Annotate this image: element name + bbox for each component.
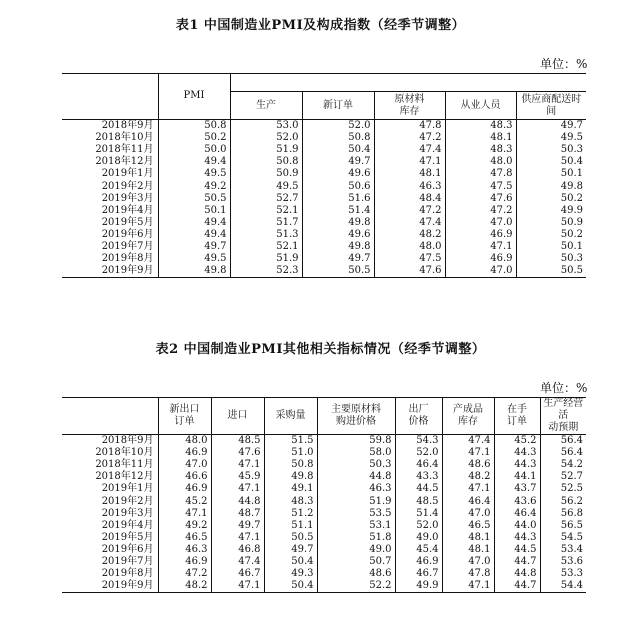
table2-value-cell: 46.5 [158,532,211,544]
table2-value-cell: 46.7 [211,568,264,580]
table1-value-cell: 51.6 [302,193,374,205]
table2-value-cell: 45.2 [494,435,540,448]
table1-month-cell: 2019年8月 [101,253,154,265]
table2-header-line1: 生产经营活 [543,398,584,421]
table2-value-cell: 49.2 [158,520,211,532]
table1-month-cell: 2018年11月 [95,144,154,156]
table1-value-cell: 48.3 [445,144,516,156]
table2-header-line1: 在手 [507,404,527,415]
table2-value-cell: 56.2 [540,495,586,507]
table1-header-group [230,74,586,92]
table1-value-cell: 48.3 [445,120,516,133]
table2-value-cell: 54.2 [540,459,586,471]
table1-row [62,229,586,241]
table2-header-cell [264,398,317,435]
table1-value-cell: 50.2 [516,193,586,205]
table1-value-cell: 47.6 [374,265,445,278]
table1-month-cell: 2019年9月 [62,265,158,278]
table2-value-cell: 49.1 [264,483,317,495]
table2-header-line1: 产成品 [453,404,483,415]
table2-value-cell: 47.1 [211,483,264,495]
table2-row [62,568,586,580]
table2-value-cell: 49.7 [264,544,317,556]
table2-value-cell: 47.4 [211,556,264,568]
table2-header-line1: 出厂 [408,404,429,415]
table1-corner-cell [62,74,158,120]
table1-month-cell: 2019年2月 [101,180,154,192]
table1-value-cell: 50.1 [516,168,586,180]
table1-value-cell: 47.8 [445,168,516,180]
table1-month-cell: 2019年4月 [101,204,154,216]
table2-value-cell: 48.0 [158,435,211,448]
table2-value-cell: 54.3 [395,435,442,448]
table2-value-cell: 51.5 [264,435,317,448]
table2-value-cell: 46.6 [158,471,211,483]
table1-value-cell: 48.4 [374,193,445,205]
table1-header-raw-inventory-l2: 库存 [399,105,420,117]
table2-value-cell: 56.4 [540,435,586,448]
table1-month-cell: 2018年9月 [101,120,154,132]
table1-row [62,193,586,205]
table1-value-cell: 46.9 [445,229,516,241]
table2-value-cell: 56.4 [540,447,586,459]
table1-header-raw-inventory [374,92,445,120]
table2-header-cell [158,398,211,435]
table2-row [62,447,586,459]
table2-month-cell: 2019年5月 [101,531,154,543]
table2-value-cell: 46.5 [442,520,494,532]
table1-row [62,156,586,168]
table1-value-cell: 49.5 [158,253,230,265]
table1-value-cell: 46.3 [374,180,445,192]
table2-value-cell: 45.9 [211,471,264,483]
table1-value-cell: 47.4 [374,144,445,156]
table1-value-cell: 49.2 [158,180,230,192]
table2-value-cell: 47.1 [158,508,211,520]
table2-value-cell: 48.6 [317,568,395,580]
table1-value-cell: 50.4 [302,144,374,156]
table2-value-cell: 47.0 [442,508,494,520]
table1-month-cell: 2019年3月 [101,192,154,204]
table2-value-cell: 44.3 [494,532,540,544]
table2-value-cell: 46.9 [158,447,211,459]
table1-value-cell: 52.3 [230,265,302,278]
table2-value-cell: 54.4 [540,580,586,593]
table1-value-cell: 49.5 [158,168,230,180]
table1-month-cell: 2019年5月 [101,216,154,228]
table1-value-cell: 47.1 [374,156,445,168]
table1-header-new-orders: 新订单 [302,92,374,120]
table2-value-cell: 47.6 [211,447,264,459]
table2-row [62,580,586,593]
table2-value-cell: 52.2 [317,580,395,593]
table1-value-cell: 49.7 [302,253,374,265]
table2-row [62,483,586,495]
table2-value-cell: 46.9 [395,556,442,568]
table1-value-cell: 48.2 [374,229,445,241]
table1-value-cell: 49.8 [302,241,374,253]
table2-header-line1: 进口 [227,410,248,421]
table2-value-cell: 47.1 [211,459,264,471]
table1-value-cell: 47.4 [374,217,445,229]
table2-value-cell: 44.0 [494,520,540,532]
table2-value-cell: 47.0 [158,459,211,471]
table2-header-cell [442,398,494,435]
table2-value-cell: 44.3 [494,459,540,471]
table1-header-raw-inventory-l1: 原材料 [394,93,425,105]
table1-value-cell: 47.2 [445,205,516,217]
table2-value-cell: 44.8 [317,471,395,483]
table1-value-cell: 50.8 [230,156,302,168]
table1-value-cell: 50.8 [158,120,230,133]
table2-row [62,520,586,532]
table2-value-cell: 48.6 [442,459,494,471]
table2-unit: 单位：% [540,381,588,395]
table2-value-cell: 45.4 [395,544,442,556]
table2-value-cell: 48.2 [442,471,494,483]
table2-value-cell: 49.3 [264,568,317,580]
table2-header-cell [494,398,540,435]
table1-title: 表1 中国制造业PMI及构成指数（经季节调整） [175,18,466,33]
table2-value-cell: 44.3 [494,447,540,459]
table2-row [62,556,586,568]
table2-month-cell: 2018年11月 [95,459,154,471]
table2-value-cell: 51.0 [264,447,317,459]
table1-value-cell: 50.0 [158,144,230,156]
table2-row [62,532,586,544]
table2-value-cell: 50.5 [264,532,317,544]
table2-title: 表2 中国制造业PMI其他相关指标情况（经季节调整） [155,342,486,357]
table2-value-cell: 53.5 [317,508,395,520]
table2-value-cell: 44.5 [395,483,442,495]
table1-header-pmi: PMI [158,74,230,120]
table1-month-cell: 2019年7月 [101,240,154,252]
table2-value-cell: 58.0 [317,447,395,459]
table2-value-cell: 56.5 [540,520,586,532]
table1-month-cell: 2019年1月 [101,168,154,180]
table1-value-cell: 50.3 [516,144,586,156]
table2-value-cell: 52.0 [395,447,442,459]
table1-header-production: 生产 [230,92,302,120]
table2-value-cell: 48.7 [211,508,264,520]
table2-value-cell: 46.7 [395,568,442,580]
table2-value-cell: 43.7 [494,483,540,495]
table2-value-cell: 59.8 [317,435,395,448]
table1-value-cell: 47.6 [445,193,516,205]
table2-value-cell: 49.7 [211,520,264,532]
table1-value-cell: 48.0 [445,156,516,168]
table2-value-cell: 52.5 [540,483,586,495]
table2-row [62,508,586,520]
table2-value-cell: 53.4 [540,544,586,556]
table2-value-cell: 48.3 [264,495,317,507]
table1-value-cell: 47.2 [374,132,445,144]
table2-month-cell: 2019年3月 [101,507,154,519]
table2-value-cell: 47.8 [442,568,494,580]
table2-value-cell: 50.3 [317,459,395,471]
table2-value-cell: 44.5 [494,544,540,556]
table2-value-cell: 47.1 [442,483,494,495]
table2-header-line1: 主要原材料 [331,404,381,415]
table2-month-cell: 2019年4月 [101,519,154,531]
table1-value-cell: 50.9 [230,168,302,180]
table1-value-cell: 50.9 [516,217,586,229]
table1-value-cell: 50.5 [158,193,230,205]
table1-value-cell: 52.0 [302,120,374,133]
table2-value-cell: 51.9 [317,495,395,507]
table2-value-cell: 47.4 [442,435,494,448]
table1-value-cell: 49.8 [302,217,374,229]
table2-row [62,471,586,483]
table2-header-cell [395,398,442,435]
table1-value-cell: 51.4 [302,205,374,217]
table2-value-cell: 43.6 [494,495,540,507]
table1-value-cell: 47.5 [445,180,516,192]
table2-corner-cell [62,398,158,435]
table1-value-cell: 49.7 [158,241,230,253]
table1-value-cell: 52.0 [230,132,302,144]
table2-value-cell: 51.1 [264,520,317,532]
table1-row [62,120,586,133]
table2-value-cell: 56.8 [540,508,586,520]
table1-value-cell: 49.5 [516,132,586,144]
table2-value-cell: 53.3 [540,568,586,580]
table2-value-cell: 43.3 [395,471,442,483]
table2-value-cell: 48.1 [442,532,494,544]
table2-value-cell: 52.0 [395,520,442,532]
table1-value-cell: 49.7 [302,156,374,168]
table2-value-cell: 51.4 [395,508,442,520]
table2-month-cell: 2018年12月 [95,471,154,483]
table1-value-cell: 47.1 [445,241,516,253]
table1-month-cell: 2019年6月 [101,228,154,240]
table1-row [62,253,586,265]
table2-row [62,435,586,448]
table2-header-cell [211,398,264,435]
table1-value-cell: 50.5 [516,265,586,278]
table1-month-cell: 2018年12月 [95,156,154,168]
table1-value-cell: 47.0 [445,265,516,278]
table1-value-cell: 50.2 [158,132,230,144]
table1-value-cell: 50.4 [516,156,586,168]
table1-value-cell: 51.9 [230,253,302,265]
table2-value-cell: 50.7 [317,556,395,568]
table1-value-cell: 49.4 [158,229,230,241]
table1-row [62,168,586,180]
table2-row [62,459,586,471]
table2-value-cell: 49.8 [264,471,317,483]
table2-header-line2: 价格 [408,416,429,427]
table1-header-employees: 从业人员 [445,92,516,120]
table1-value-cell: 50.5 [302,265,374,278]
table2-value-cell: 46.9 [158,556,211,568]
table1-value-cell: 49.4 [158,156,230,168]
table2-value-cell: 44.7 [494,556,540,568]
table2-value-cell: 49.0 [317,544,395,556]
table1-value-cell: 49.8 [158,265,230,278]
table1-value-cell: 49.6 [302,168,374,180]
table1-value-cell: 49.7 [516,120,586,133]
table1-value-cell: 49.8 [516,180,586,192]
table1-row [62,241,586,253]
table2-header-line1: 采购量 [275,410,306,421]
table2-value-cell: 48.2 [158,580,211,593]
table2-value-cell: 51.8 [317,532,395,544]
table1-value-cell: 52.1 [230,205,302,217]
table1-value-cell: 51.9 [230,144,302,156]
table1-value-cell: 46.9 [445,253,516,265]
table2-month-cell: 2019年6月 [101,543,154,555]
table2-header-line2: 订单 [174,416,195,427]
table1-value-cell: 49.9 [516,205,586,217]
table1-value-cell: 49.6 [302,229,374,241]
table2-value-cell: 48.5 [211,435,264,448]
table2-value-cell: 50.4 [264,580,317,593]
table1-value-cell: 53.0 [230,120,302,133]
table1-value-cell: 47.0 [445,217,516,229]
table2-month-cell: 2019年9月 [62,580,158,593]
table2-month-cell: 2019年8月 [101,568,154,580]
table2-value-cell: 46.3 [158,544,211,556]
table2-value-cell: 47.0 [442,556,494,568]
table1-header-delivery [516,92,586,120]
table2 [62,397,586,593]
table2-value-cell: 47.1 [442,580,494,593]
table2-header-line2: 动预期 [548,422,579,433]
table2-value-cell: 52.7 [540,471,586,483]
table1-body [62,120,586,278]
table1-value-cell: 50.8 [302,132,374,144]
table1-value-cell: 47.5 [374,253,445,265]
table1-month-cell: 2018年10月 [95,132,154,144]
table2-value-cell: 49.9 [395,580,442,593]
table2-body [62,435,586,593]
table2-value-cell: 49.0 [395,532,442,544]
table1-row [62,132,586,144]
table2-value-cell: 44.8 [211,495,264,507]
table2-value-cell: 46.9 [158,483,211,495]
table2-value-cell: 44.1 [494,471,540,483]
table1-value-cell: 49.5 [230,180,302,192]
table1-value-cell: 48.1 [374,168,445,180]
table2-value-cell: 45.2 [158,495,211,507]
table2-value-cell: 53.6 [540,556,586,568]
table1-value-cell: 50.6 [302,180,374,192]
table2-value-cell: 50.4 [264,556,317,568]
table2-value-cell: 44.8 [494,568,540,580]
table2-header-line2: 订单 [507,416,527,427]
table1-value-cell: 47.8 [374,120,445,133]
table1-row [62,265,586,278]
table1-header-delivery-l2: 间 [546,105,557,117]
table1 [62,73,586,278]
table2-month-cell: 2018年9月 [101,435,154,447]
table1-value-cell: 52.7 [230,193,302,205]
table2-value-cell: 46.4 [442,495,494,507]
table1-value-cell: 50.2 [516,229,586,241]
table2-value-cell: 47.1 [442,447,494,459]
table1-value-cell: 49.4 [158,217,230,229]
table2-value-cell: 51.2 [264,508,317,520]
table2-row [62,544,586,556]
table1-row [62,144,586,156]
table2-value-cell: 50.8 [264,459,317,471]
table2-value-cell: 54.5 [540,532,586,544]
table1-row [62,180,586,192]
table1-value-cell: 50.3 [516,253,586,265]
table2-value-cell: 47.1 [211,580,264,593]
table2-month-cell: 2018年10月 [95,447,154,459]
table2-value-cell: 46.4 [395,459,442,471]
table1-value-cell: 48.1 [445,132,516,144]
table2-value-cell: 48.5 [395,495,442,507]
table2-value-cell: 46.8 [211,544,264,556]
table1-row [62,205,586,217]
table2-header-line2: 库存 [458,416,478,427]
table1-value-cell: 51.7 [230,217,302,229]
table1-row [62,217,586,229]
table2-header-cell [317,398,395,435]
table1-value-cell: 50.1 [516,241,586,253]
table2-value-cell: 47.2 [158,568,211,580]
table1-value-cell: 47.2 [374,205,445,217]
table2-month-cell: 2019年1月 [101,483,154,495]
table1-value-cell: 50.1 [158,205,230,217]
table1-unit: 单位：% [540,57,588,71]
table2-header-line2: 购进价格 [336,416,376,427]
table1-value-cell: 48.0 [374,241,445,253]
table2-value-cell: 46.4 [494,508,540,520]
table1-header-delivery-l1: 供应商配送时 [521,93,582,105]
table2-row [62,495,586,507]
table1-value-cell: 51.3 [230,229,302,241]
table2-value-cell: 46.3 [317,483,395,495]
table2-header-cell [540,398,586,435]
table2-header-line1: 新出口 [169,404,200,415]
table1-value-cell: 52.1 [230,241,302,253]
table2-month-cell: 2019年7月 [101,555,154,567]
table2-value-cell: 47.1 [211,532,264,544]
table2-value-cell: 44.7 [494,580,540,593]
table2-value-cell: 48.1 [442,544,494,556]
table2-value-cell: 53.1 [317,520,395,532]
table2-month-cell: 2019年2月 [101,495,154,507]
